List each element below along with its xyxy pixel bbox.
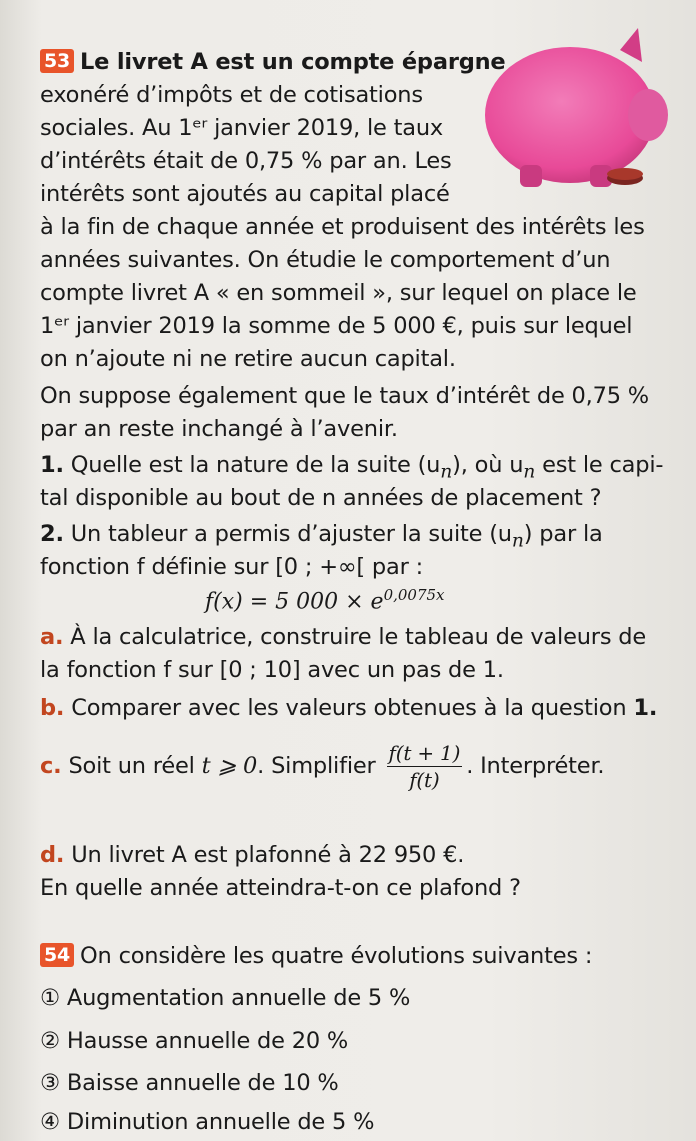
question-2a: a. À la calculatrice, construire le tableau de valeurs de	[40, 624, 647, 650]
ex53-line-12: par an reste inchangé à l’avenir.	[40, 416, 398, 442]
ex54-item-1: ① Augmentation annuelle de 5 %	[40, 985, 411, 1011]
ex53-line-8: compte livret A « en sommeil », sur lequel on place le	[40, 280, 637, 306]
ex53-line-3: sociales. Au 1ᵉʳ janvier 2019, le taux	[40, 115, 444, 141]
question-2a-line-2: la fonction f sur [0 ; 10] avec un pas de 1.	[40, 657, 504, 683]
function-formula: f(x) = 5 $000 \times e^{0,0075x}$	[205, 586, 445, 615]
ex54-item-3: ③ Baisse annuelle de 10 %	[40, 1070, 339, 1096]
ex53-line-10: on n’ajoute ni ne retire aucun capital.	[40, 346, 456, 372]
ex53-line-4: d’intérêts était de 0,75 % par an. Les	[40, 148, 452, 174]
question-1-line-2: tal disponible au bout de n années de placement ?	[40, 485, 602, 511]
ratio-fraction: $\frac{f(t + 1)}{f(t)}$	[388, 741, 461, 792]
ex54-item-4: ④ Diminution annuelle de 5 %	[40, 1109, 375, 1135]
ex53-line-6: à la fin de chaque année et produisent des intérêts les	[40, 214, 645, 240]
ex53-line-7: années suivantes. On étudie le comportement d’un	[40, 247, 611, 273]
ex54-item-2: ② Hausse annuelle de 20 %	[40, 1028, 349, 1054]
ex53-line-1: 53 Le livret A est un compte épargne	[40, 47, 506, 77]
question-2d-line-2: En quelle année atteindra-t-on ce plafond ?	[40, 875, 521, 901]
ex54-intro: 54 On considère les quatre évolutions suivantes :	[40, 941, 592, 971]
question-1: 1. Quelle est la nature de la suite $(u_n)$, où $u_n$ est le capi-	[40, 452, 664, 483]
ex53-line-9: 1ᵉʳ janvier 2019 la somme de 5 000 €, puis sur lequel	[40, 313, 633, 339]
question-2d: d. Un livret A est plafonné à 22 950 €.	[40, 842, 465, 868]
question-2c: c. Soit un réel t ⩾ 0. Simplifier $\frac{f(t + 1)}{f(t)}$ . Interpréter.	[40, 741, 605, 792]
ex53-line-11: On suppose également que le taux d’intérêt de 0,75 %	[40, 383, 649, 409]
ex53-number-badge: 53	[40, 49, 74, 73]
ex53-line-5: intérêts sont ajoutés au capital placé	[40, 181, 450, 207]
question-2b: b. Comparer avec les valeurs obtenues à la question 1.	[40, 695, 658, 721]
ex54-number-badge: 54	[40, 943, 74, 967]
question-2: 2. Un tableur a permis d’ajuster la suite $(u_n)$ par la	[40, 521, 603, 552]
question-2-line-2: fonction f définie sur [0 ; +∞[ par :	[40, 554, 423, 580]
ex53-line-2: exonéré d’impôts et de cotisations	[40, 82, 423, 108]
